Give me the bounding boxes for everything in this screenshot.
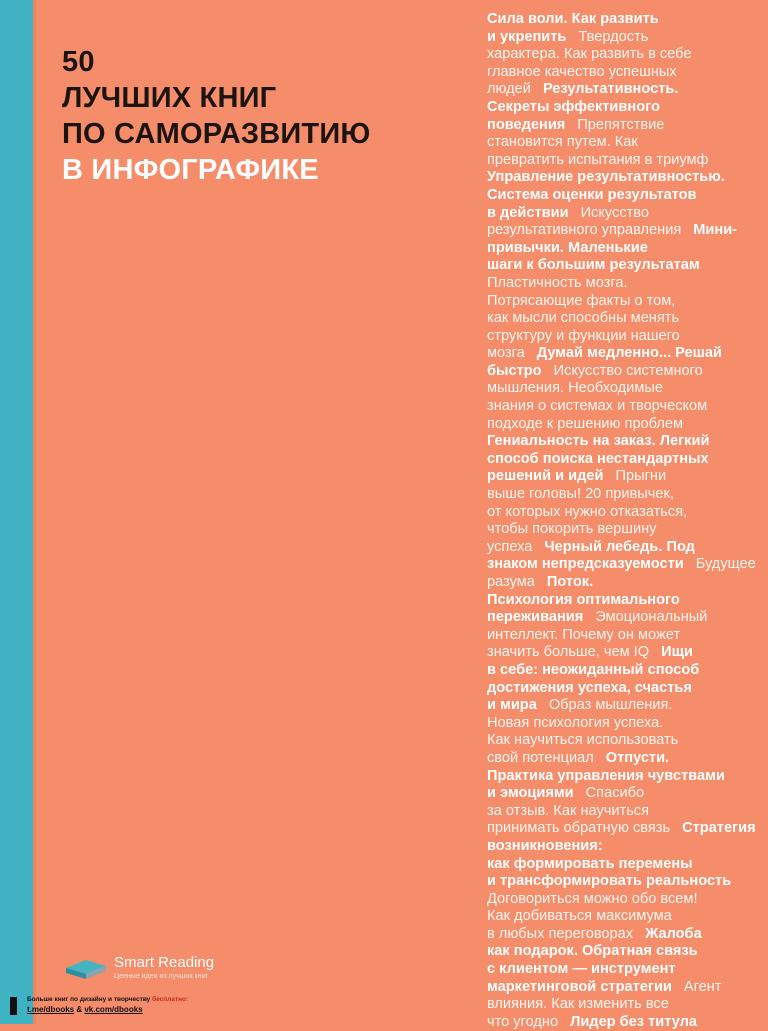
credit-footer [10,995,270,1017]
book-title-line: Секреты эффективного [487,98,660,115]
book-description-line: Пластичность мозга. [487,274,628,291]
book-title-line: как подарок. Обратная связь [487,943,698,960]
book-description-line: от которых нужно отказаться, [487,503,688,520]
book-title-line: шаги к большим результатам [487,257,700,274]
book-description-line: подходе к решению проблем [487,415,684,432]
credit-free-label: бесплатно: [152,996,189,1003]
book-entry [487,416,709,555]
book-title-line: достижения успеха, счастья [487,679,692,696]
book-description-line: Как научиться использовать [487,732,679,749]
book-list [487,11,765,1031]
book-description-line: Будущее разума [487,556,756,590]
book-description-line: мозга [487,345,525,362]
book-description-line: Спасибо [585,785,645,802]
telegram-link[interactable]: t.me/dbooks [27,1005,75,1014]
links-separator: & [74,1005,85,1014]
credit-text [27,996,188,1003]
book-title-line: и мира [487,697,537,714]
book-title-line: решений и идей [487,468,604,485]
book-title-line: поведения [487,116,566,133]
book-spine [0,0,33,1024]
book-description-line: знания о системах и творческом [487,398,708,415]
book-title-line: и укрепить [487,28,567,45]
book-title-line: Сила воли. Как развить [487,11,659,27]
book-description-line: Прыгни [615,468,667,485]
spine-edge [33,0,36,1024]
book-description-line: Эмоциональный [595,609,708,626]
book-entry [487,222,737,361]
book-title-line: быстро [487,362,542,379]
book-description-line: интеллект. Почему он может [487,626,681,643]
book-description-line: структуру и функции нашего [487,327,680,344]
book-title-line: Черный лебедь. Под [544,538,695,555]
book-description-line: характера. Как развить в себе [487,46,692,63]
book-description-line: становится путем. Как [487,134,638,151]
book-description-line: как мысли способны менять [487,310,680,327]
book-title-line: способ поиска нестандартных [487,450,709,467]
book-description-line: что угодно [487,1013,559,1030]
book-description-line: успеха [487,538,533,555]
book-title-line: Гениальность на заказ. Легкий [487,433,710,450]
book-title-line: Отпусти. [605,749,670,766]
book-title-line: Управление результативностью. [487,169,725,186]
book-title-line: Поток. [546,574,594,590]
book-title-line: в действии [487,204,569,221]
book-title-line: и эмоциями [487,785,574,802]
logo-tagline: Ценные идеи из лучших книг [114,973,209,980]
book-title-line: Результативность. [542,81,679,98]
book-description-line: результативного управления [487,222,682,239]
book-description-line: Новая психология успеха. [487,714,664,731]
book-description-line: Агент [683,978,722,995]
book-description-line: главное качество успешных [487,63,677,80]
book-icon [10,997,17,1015]
book-description-line: выше головы! 20 привычек, [487,486,674,503]
book-description-line: Образ мышления. [548,697,673,714]
book-description-line: Договориться можно обо всем! [487,890,698,907]
cover-title [62,44,462,188]
book-title-line: как формировать перемены [487,855,693,872]
book-description-line: Потрясающие факты о том, [487,292,676,309]
title-line-number: 50 [62,46,95,78]
book-description-line: Искусство [580,204,650,221]
book-entry [487,644,699,766]
credit-prefix: Больше книг по дизайну и творчеству [27,996,153,1003]
vk-link[interactable]: vk.com/dbooks [84,1005,143,1014]
book-description-line: Препятствие [577,116,665,133]
book-description-line: мышления. Необходимые [487,380,663,397]
book-title-line: маркетинговой стратегии [487,978,672,995]
book-description-line: свой потенциал [487,749,594,766]
smart-reading-logo [64,950,264,986]
book-title-line: Ищи [661,644,693,661]
title-line-best-books: ЛУЧШИХ КНИГ [62,82,277,114]
book-description-line: влияния. Как изменить все [487,996,669,1013]
book-title-line: Практика управления чувствами [487,767,725,784]
book-description-line: Искусство системного [553,362,703,379]
book-entry [558,1014,697,1030]
book-stack-icon [64,954,108,980]
book-title-line: Лидер без титула [570,1013,698,1030]
book-description-line: превратить испытания в триумф [487,151,709,168]
title-line-infographics: В ИНФОГРАФИКЕ [62,154,319,186]
book-title-line: Система оценки результатов [487,186,697,203]
book-description-line: принимать обратную связь [487,820,671,837]
book-title-line: с клиентом — инструмент [487,961,676,978]
book-title-line: переживания [487,609,584,626]
book-description-line: значить больше, чем IQ [487,644,650,661]
book-title-line: Жалоба [645,925,702,942]
book-description-line: людей [487,81,531,98]
book-title-line: Мини-привычки. Маленькие [487,222,738,256]
logo-name: Smart Reading [114,954,215,971]
book-description-line: Твердость [578,28,649,45]
book-title-line: Психология оптимального [487,591,680,608]
book-title-line: в себе: неожиданный способ [487,661,700,678]
book-description-line: чтобы покорить вершину [487,521,657,538]
credit-links [27,1005,143,1014]
book-entry [487,820,756,942]
book-description-line: Как добиваться максимума [487,908,672,925]
title-line-self-development: ПО САМОРАЗВИТИЮ [62,118,371,150]
book-title-line: и трансформировать реальность [487,873,732,890]
book-title-line: Думай медленно... Решай [536,345,722,362]
book-description-line: в любых переговорах [487,925,634,942]
book-title-line: знаком непредсказуемости [487,556,684,573]
book-description-line: за отзыв. Как научиться [487,802,649,819]
book-title-line: Стратегия возникновения: [487,820,756,854]
